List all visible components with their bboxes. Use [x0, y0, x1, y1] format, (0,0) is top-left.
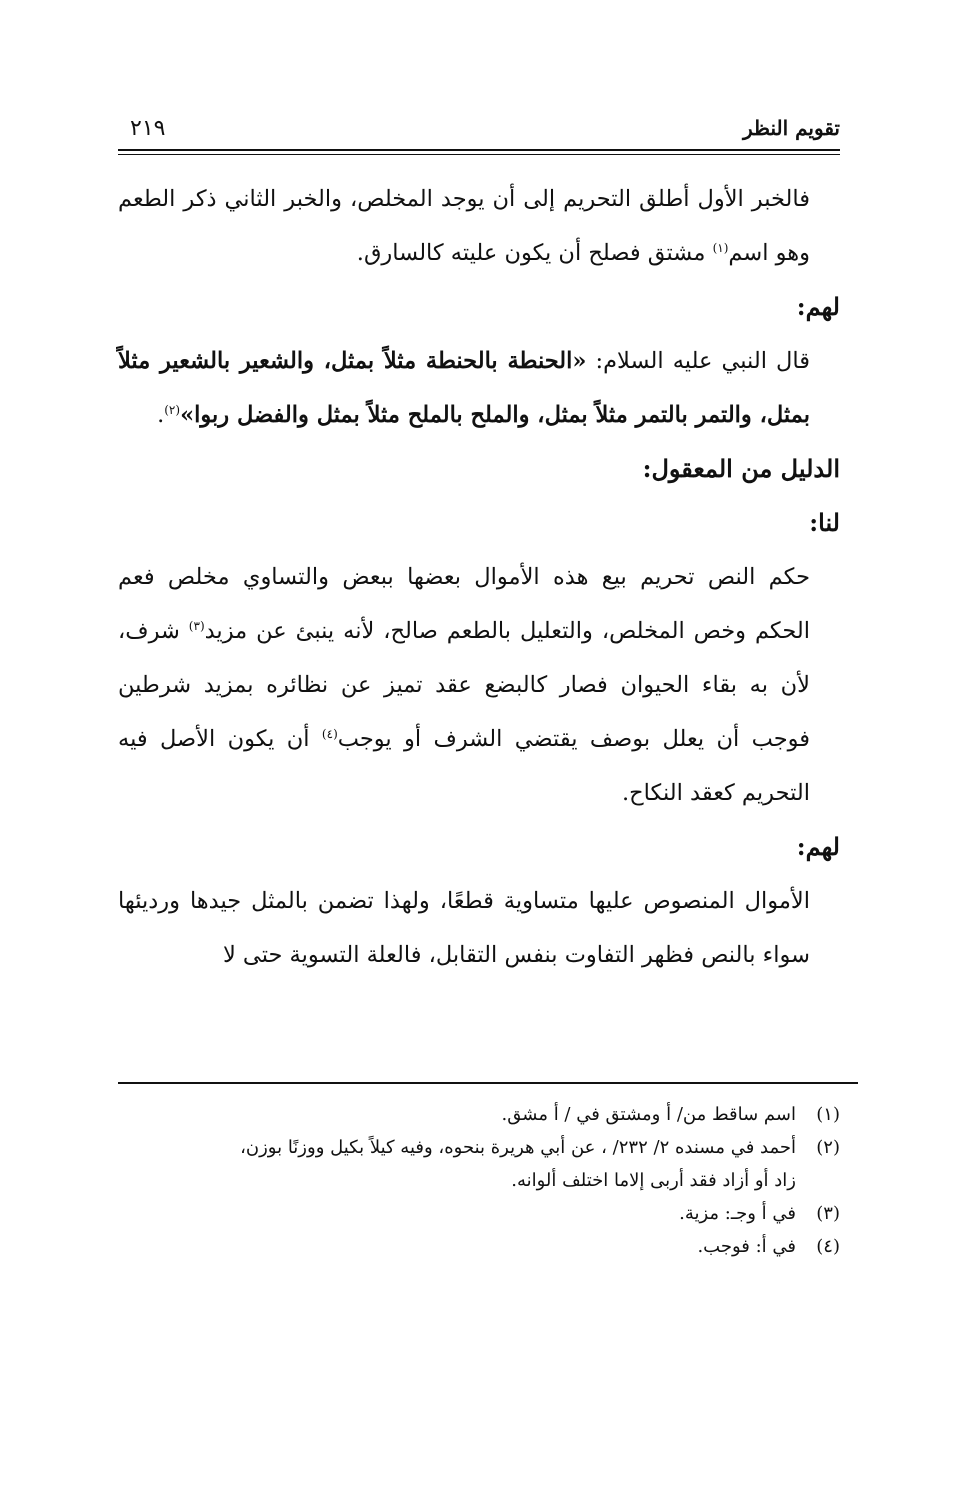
- footnote-number: (١): [816, 1104, 840, 1125]
- main-text: [118, 172, 840, 982]
- footnote-number: (٢): [816, 1137, 840, 1158]
- paragraph-2-end: .: [157, 402, 165, 428]
- paragraph-4: الأموال المنصوص عليها متساوية قطعًا، ولهذا تضمن بالمثل جيدها ورديئها سواء بالنص فظهر التفاوت بنفس التقابل، فالعلة التسوية حتى لا: [118, 888, 810, 968]
- paragraph-1-line-1: فالخبر الأول أطلق التحريم إلى أن يوجد المخلص، والخبر الثاني ذكر: [183, 186, 810, 212]
- heading-lahum-2: لهم:: [796, 832, 840, 861]
- paragraph-3-a: حكم النص تحريم بيع هذه الأموال بعضها ببعض والتساوي مخلص فعم الحكم وخص المخلص، والتعليل بالطعم صالح، لأنه ينبئ عن مزيد: [118, 564, 810, 644]
- footnote-1: [118, 1098, 840, 1131]
- heading-dalil: الدليل من المعقول:: [642, 454, 840, 483]
- page-header: [118, 112, 840, 152]
- footnote-text: اسم ساقط من/ أ ومشتق في / أ مشق.: [501, 1104, 796, 1125]
- footnote-number: (٣): [816, 1203, 840, 1224]
- paragraph-2-intro: قال النبي عليه السلام:: [586, 348, 810, 374]
- footnote-2: [118, 1131, 840, 1197]
- header-rule-thick: [118, 149, 840, 151]
- footnote-ref-2: (٢): [164, 403, 181, 417]
- page-number: ٢١٩: [130, 116, 166, 141]
- footnote-text: في أ: فوجب.: [697, 1236, 796, 1257]
- paragraph-3-b: شرف، لأن به بقاء الحيوان فصار كالبضع عقد تميز عن نظائره بمزيد شرطين فوجب أن يعلل بوصف يقتضي الشرف أو يوجب: [118, 618, 810, 752]
- paragraph-1: [118, 172, 840, 280]
- footnote-text: أحمد في مسنده ٢/ ٢٣٢/ ، عن أبي هريرة بنحوه، وفيه كيلاً بكيل ووزنًا بوزن،: [240, 1137, 796, 1158]
- heading-lana: لنا:: [809, 508, 840, 537]
- running-title: تقويم النظر: [743, 116, 840, 140]
- paragraph-1-line-2a: الطعم وهو اسم: [118, 186, 810, 266]
- paragraph-3: [118, 550, 840, 820]
- paragraph-3-c: أن يكون الأصل فيه التحريم كعقد النكاح.: [118, 726, 810, 806]
- paragraph-1-line-2b: مشتق فصلح أن يكون عليته كالسارق.: [356, 240, 713, 266]
- footnote-3: [118, 1197, 840, 1230]
- footnote-ref-3: (٣): [188, 619, 205, 633]
- header-rule-thin: [118, 154, 840, 155]
- footnote-separator: [118, 1082, 858, 1084]
- heading-lahum-1: لهم:: [796, 292, 840, 321]
- footnote-text: في أ وجـ: مزية.: [679, 1203, 796, 1224]
- footnote-ref-1: (١): [712, 241, 729, 255]
- footnote-ref-4: (٤): [321, 727, 338, 741]
- hadith-text: «الحنطة بالحنطة مثلاً بمثل، والشعير بالشعير مثلاً بمثل، والتمر بالتمر مثلاً بمثل، والملح بالملح مثلاً بمثل والفضل ربوا»: [118, 348, 810, 428]
- footnote-continuation: زاد أو أزاد فقد أربى إلاما اختلف ألوانه.: [511, 1170, 796, 1191]
- footnote-4: [118, 1230, 840, 1263]
- footnote-number: (٤): [816, 1236, 840, 1257]
- paragraph-2: [118, 334, 840, 442]
- footnotes: [118, 1098, 840, 1263]
